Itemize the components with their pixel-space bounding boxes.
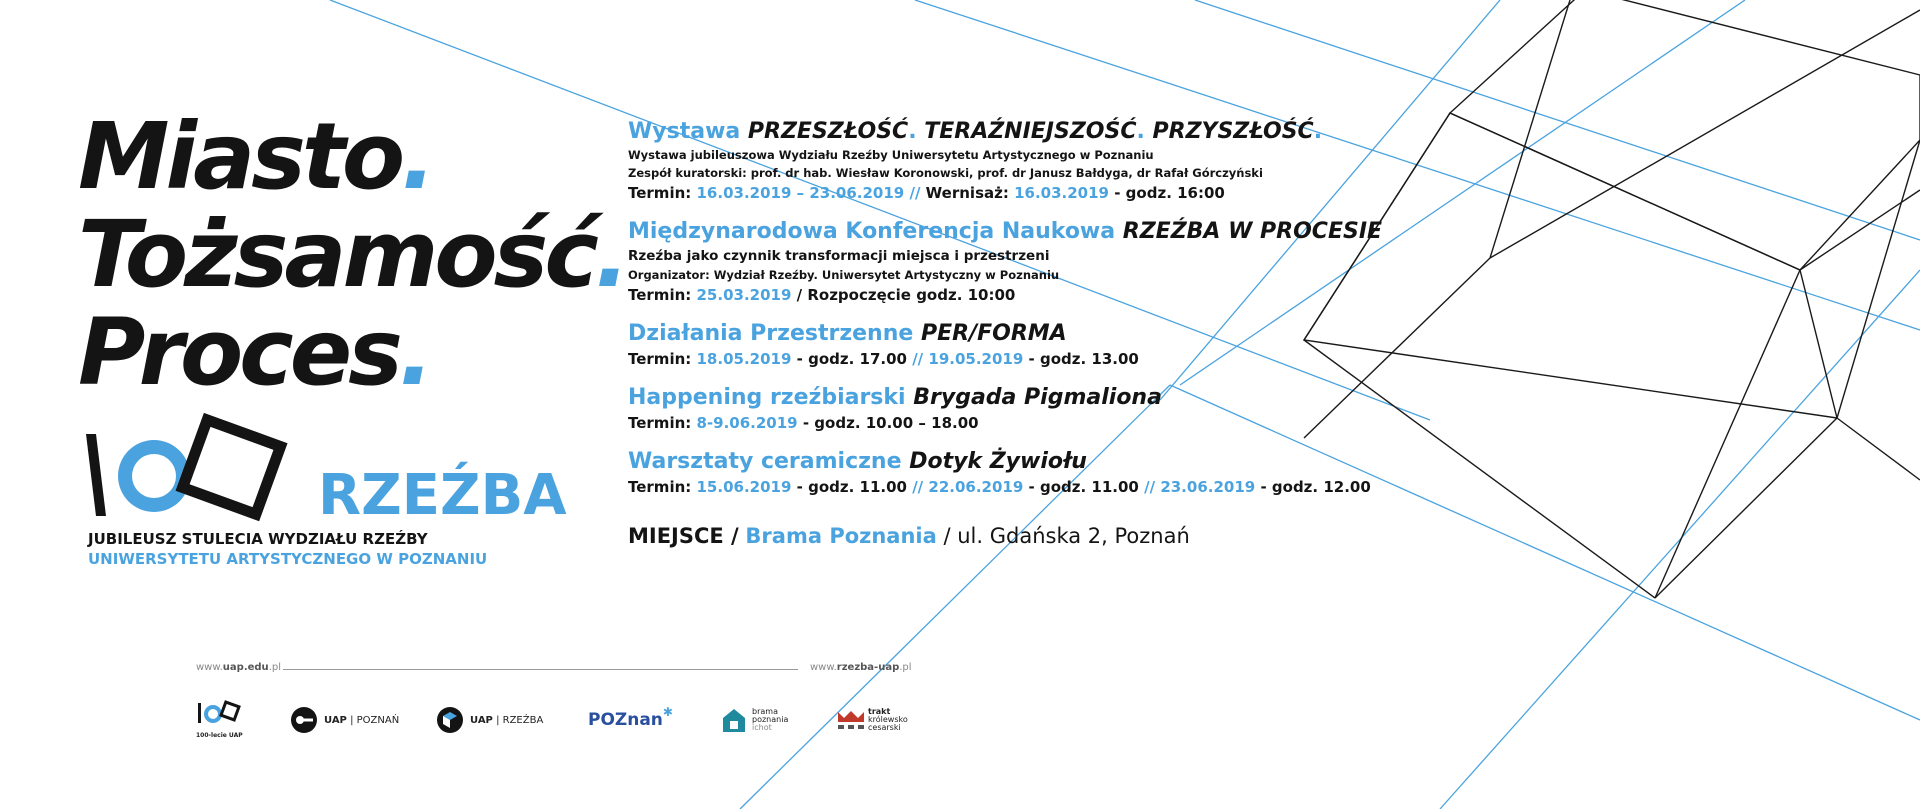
event-term: Termin: 25.03.2019 / Rozpoczęcie godz. 10:00 [628,286,1016,304]
event-curators: Zespół kuratorski: prof. dr hab. Wiesław Koronowski, prof. dr Janusz Bałdyga, dr Rafał Górczyński [628,166,1263,180]
star-icon: ✱ [662,705,673,719]
partner-100-lecie-logo: 100-lecie UAP [196,700,242,740]
jubilee-line-2: UNIWERSYTETU ARTYSTYCZNEGO W POZNANIU [88,550,488,568]
event-title: Warsztaty ceramiczne Dotyk Żywiołu [628,449,1087,474]
logo-100-icon [196,700,242,728]
event-term: Termin: 16.03.2019 – 23.06.2019 // Wernisaż: 16.03.2019 - godz. 16:00 [628,184,1225,202]
event-happening [628,384,1388,434]
venue-name: Brama Poznania [745,524,937,548]
rzezba-100-logo [84,424,567,528]
event-term: Termin: 8-9.06.2019 - godz. 10.00 – 18.00 [628,414,979,432]
event-organizer: Organizator: Wydział Rzeźby. Uniwersytet Artystyczny w Poznaniu [628,268,1060,282]
logo-text: RZEŹBA [318,463,567,528]
event-conference [628,218,1388,306]
uap-key-icon [290,706,318,734]
event-description: Rzeźba jako czynnik transformacji miejsca i przestrzeni [628,248,1050,264]
title-line-1: Miasto. [78,103,433,210]
title-line-3: Proces. [78,299,430,406]
partner-brama-poznania: brama poznania ichot [720,700,788,740]
event-performance [628,320,1388,370]
event-term: Termin: 18.05.2019 - godz. 17.00 // 19.05.2019 - godz. 13.00 [628,350,1139,368]
partner-trakt: trakt królewsko cesarski [836,700,908,740]
event-title: Międzynarodowa Konferencja Naukowa RZEŹBA W PROCESIE [628,219,1383,244]
event-title: Happening rzeźbiarski Brygada Pigmaliona [628,385,1162,410]
event-exhibition [628,118,1388,204]
title-line-2: Tożsamość. [78,201,626,308]
event-workshops [628,448,1388,498]
event-term: Termin: 15.06.2019 - godz. 11.00 // 22.06.2019 - godz. 11.00 // 23.06.2019 - godz. 12.00 [628,478,1371,496]
main-title [78,103,626,406]
venue-line: MIEJSCE / Brama Poznania / ul. Gdańska 2, Poznań [628,524,1190,548]
jubilee-line-1: JUBILEUSZ STULECIA WYDZIAŁU RZEŹBY [88,530,428,548]
event-title: Działania Przestrzenne PER/FORMA [628,321,1067,346]
uap-cube-icon [436,706,464,734]
event-title: Wystawa PRZESZŁOŚĆ. TERAŹNIEJSZOŚĆ. PRZYSZŁOŚĆ. [628,119,1323,144]
partner-poznan: POZnan ✱ [588,705,673,730]
partner-uap-rzezba: UAP | RZEŹBA [436,700,543,740]
footer-divider [283,669,798,670]
events-list [628,118,1388,512]
trakt-crown-icon [836,708,866,732]
partner-uap-poznan: UAP | POZNAŃ [290,700,399,740]
brama-house-icon [720,706,748,734]
event-description: Wystawa jubileuszowa Wydziału Rzeźby Uniwersytetu Artystycznego w Poznaniu [628,148,1154,162]
rzezba-website-link[interactable]: www.rzezba-uap.pl [810,662,912,673]
uap-website-link[interactable]: www.uap.edu.pl [196,662,281,673]
